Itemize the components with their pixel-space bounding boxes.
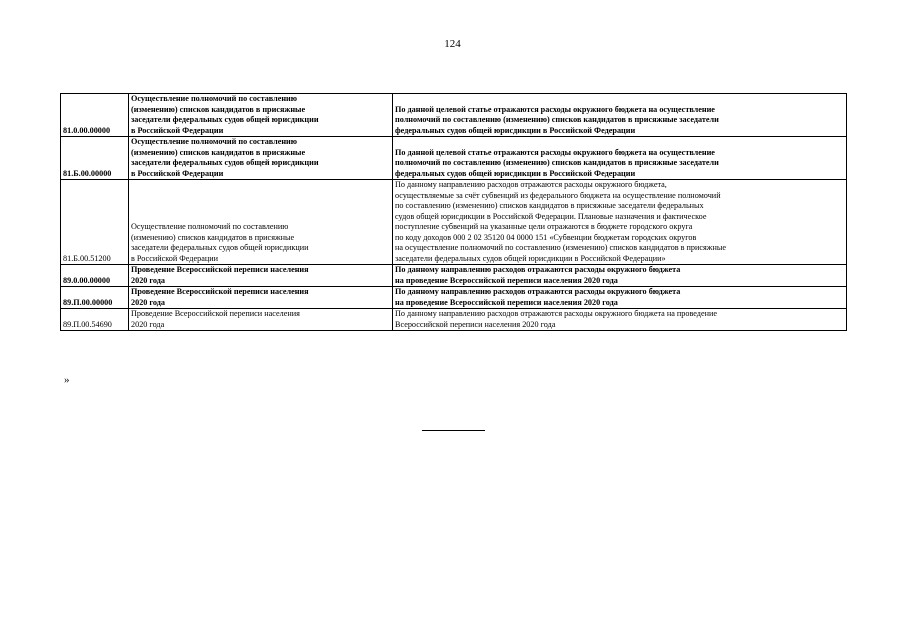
row-code: 81.Б.00.51200 (61, 180, 129, 265)
footer-divider (422, 430, 485, 431)
row-description: По данной целевой статье отражаются расходы окружного бюджета на осуществление полномочий по составлению (изменению) списков кандидатов в присяжные заседатели федеральных судов общей юрисдикции в Российской Федерации (393, 94, 847, 137)
closing-quote-mark: » (64, 374, 70, 386)
row-name: Осуществление полномочий по составлению (изменению) списков кандидатов в присяжные заседатели федеральных судов общей юрисдикции в Российской Федерации (129, 94, 393, 137)
table-row (61, 180, 847, 265)
row-code: 81.0.00.00000 (61, 94, 129, 137)
row-code: 89.0.00.00000 (61, 265, 129, 287)
table-row (61, 265, 847, 287)
row-description: По данному направлению расходов отражаются расходы окружного бюджета на проведение Всероссийской переписи населения 2020 года (393, 265, 847, 287)
table-row (61, 309, 847, 331)
row-description: По данному направлению расходов отражаются расходы окружного бюджета на проведение Всероссийской переписи населения 2020 года (393, 309, 847, 331)
table-row (61, 287, 847, 309)
row-code: 81.Б.00.00000 (61, 137, 129, 180)
row-description: По данной целевой статье отражаются расходы окружного бюджета на осуществление полномочий по составлению (изменению) списков кандидатов в присяжные заседатели федеральных судов общей юрисдикции в Российской Федерации (393, 137, 847, 180)
table-row (61, 94, 847, 137)
table-row (61, 137, 847, 180)
row-name: Проведение Всероссийской переписи населения 2020 года (129, 287, 393, 309)
row-name: Осуществление полномочий по составлению (изменению) списков кандидатов в присяжные заседатели федеральных судов общей юрисдикции в Российской Федерации (129, 137, 393, 180)
row-description: По данному направлению расходов отражаются расходы окружного бюджета, осуществляемые за счёт субвенций из федерального бюджета на осуществление полномочий по составлению (изменению) списков кандидатов в присяжные заседатели федеральных судов общей юрисдикции в Российской Федерации. Плановые назначения и фактическое поступление субвенций на указанные цели отражаются в бюджете городского округа по коду доходов 000 2 02 35120 04 0000 151 «Субвенции бюджетам городских округов на осуществление полномочий по составлению (изменению) списков кандидатов в присяжные заседатели федеральных судов общей юрисдикции в Российской Федерации» (393, 180, 847, 265)
row-code: 89.П.00.00000 (61, 287, 129, 309)
row-name: Проведение Всероссийской переписи населения 2020 года (129, 265, 393, 287)
budget-classification-table (60, 93, 847, 331)
row-name: Проведение Всероссийской переписи населения 2020 года (129, 309, 393, 331)
row-name: Осуществление полномочий по составлению (изменению) списков кандидатов в присяжные заседатели федеральных судов общей юрисдикции в Российской Федерации (129, 180, 393, 265)
row-code: 89.П.00.54690 (61, 309, 129, 331)
page-number: 124 (444, 38, 461, 50)
row-description: По данному направлению расходов отражаются расходы окружного бюджета на проведение Всероссийской переписи населения 2020 года (393, 287, 847, 309)
